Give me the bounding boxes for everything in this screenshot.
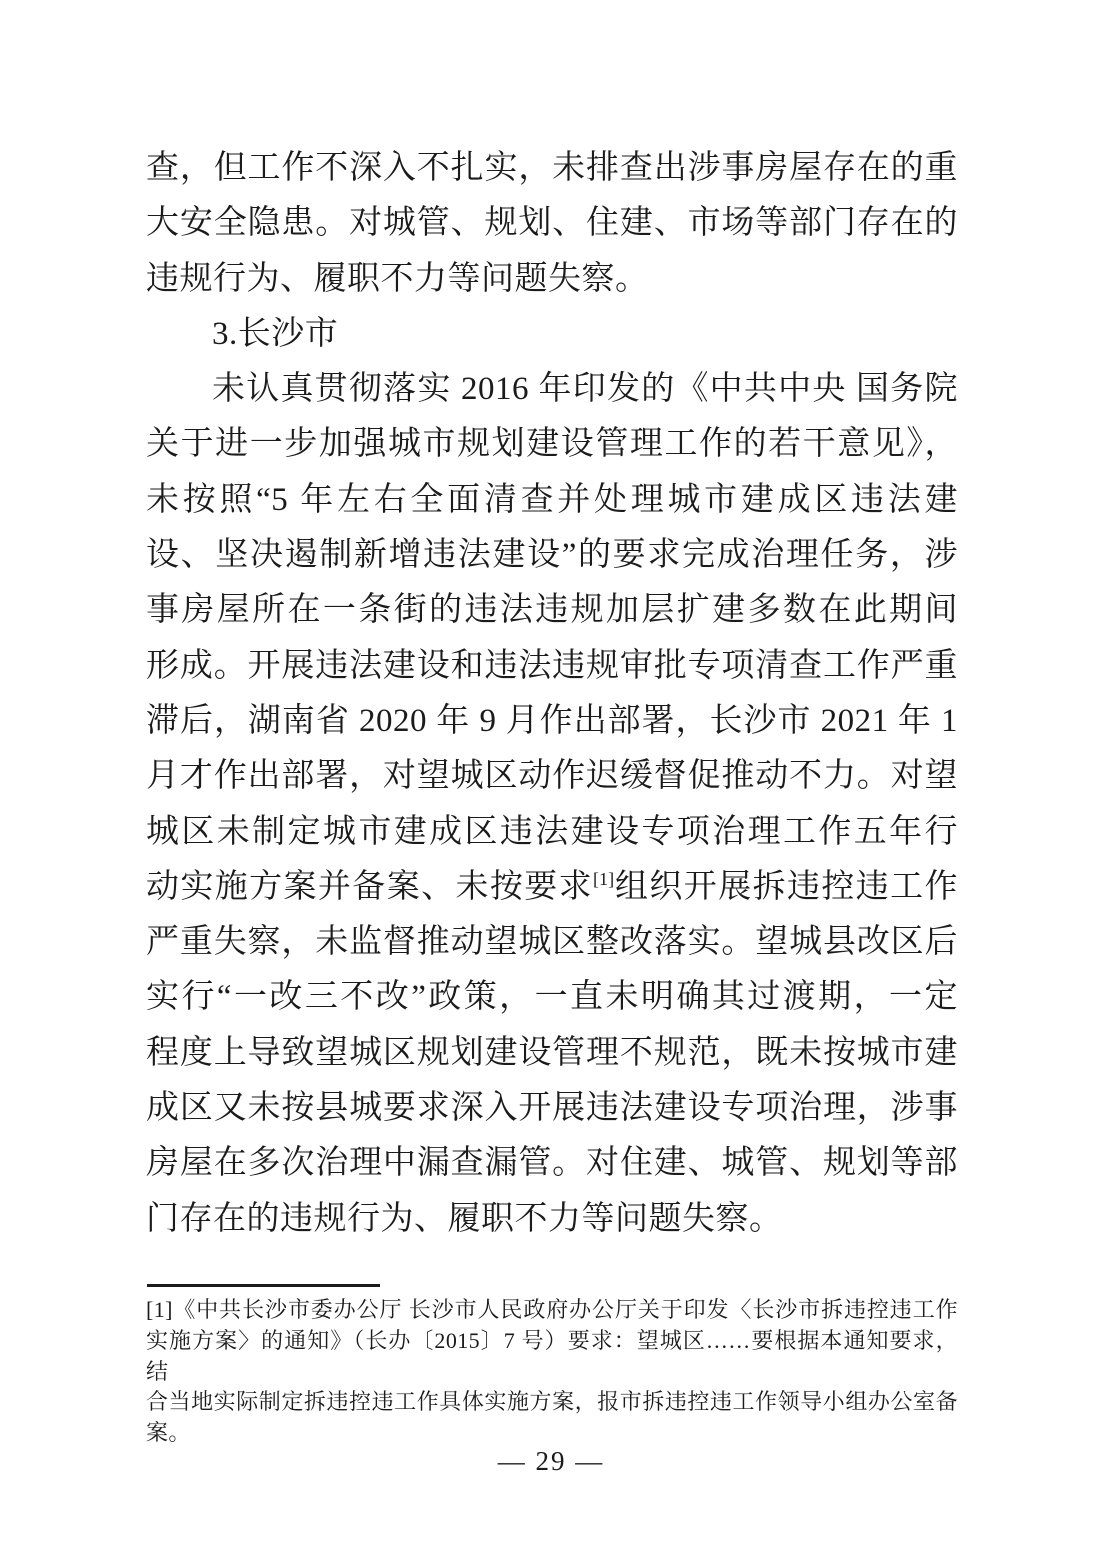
footnote-line: 实施方案〉的通知》（长办〔2015〕7 号）要求：望城区……要根据本通知要求，结 (146, 1327, 958, 1384)
body-line: 实行“一改三不改”政策，一直未明确其过渡期，一定 (146, 979, 958, 1016)
section-heading: 3.长沙市 (212, 315, 339, 352)
body-line: 未认真贯彻落实 2016 年印发的《中共中央 国务院 (212, 371, 959, 408)
footnote-line: 合当地实际制定拆违控违工作具体实施方案，报市拆违控违工作领导小组办公室备 (146, 1389, 958, 1415)
body-line: 滞后，湖南省 2020 年 9 月作出部署，长沙市 2021 年 1 (146, 702, 958, 739)
body-line: 事房屋所在一条街的违法违规加层扩建多数在此期间 (146, 592, 958, 629)
body-line-segment: 组织开展拆违控违工作 (614, 868, 959, 905)
footnote-line: [1]《中共长沙市委办公厅 长沙市人民政府办公厅关于印发〈长沙市拆违控违工作 (146, 1297, 958, 1322)
body-line: 大安全隐患。对城管、规划、住建、市场等部门存在的 (146, 205, 958, 242)
body-line: 程度上导致望城区规划建设管理不规范，既未按城市建 (146, 1034, 958, 1071)
body-line: 违规行为、履职不力等问题失察。 (146, 260, 649, 297)
body-line: 关于进一步加强城市规划建设管理工作的若干意见》， (146, 426, 958, 463)
body-line: 月才作出部署，对望城区动作迟缓督促推动不力。对望 (146, 758, 958, 795)
footnote-line: 案。 (146, 1420, 191, 1446)
body-line: 严重失察，未监督推动望城区整改落实。望城县改区后 (146, 924, 958, 961)
body-line: 门存在的违规行为、履职不力等问题失察。 (146, 1200, 783, 1237)
body-text (146, 141, 958, 1247)
body-line: 未按照“5 年左右全面清查并处理城市建成区违法建 (146, 481, 958, 518)
footnote-reference-marker: [1] (593, 868, 615, 889)
body-line: 查，但工作不深入不扎实，未排查出涉事房屋存在的重 (146, 150, 958, 186)
footnote (146, 1295, 958, 1449)
page-number: — 29 — (497, 1446, 605, 1476)
body-line (146, 860, 958, 915)
body-line: 形成。开展违法建设和违法违规审批专项清查工作严重 (146, 647, 958, 684)
body-line: 设、坚决遏制新增违法建设”的要求完成治理任务，涉 (146, 537, 958, 574)
body-line: 城区未制定城市建成区违法建设专项治理工作五年行 (146, 813, 958, 850)
footnote-divider (147, 1284, 380, 1287)
body-line-segment: 动实施方案并备案、未按要求 (146, 868, 593, 905)
body-line: 房屋在多次治理中漏查漏管。对住建、城管、规划等部 (146, 1145, 958, 1182)
body-line: 成区又未按县城要求深入开展违法建设专项治理，涉事 (146, 1090, 958, 1127)
